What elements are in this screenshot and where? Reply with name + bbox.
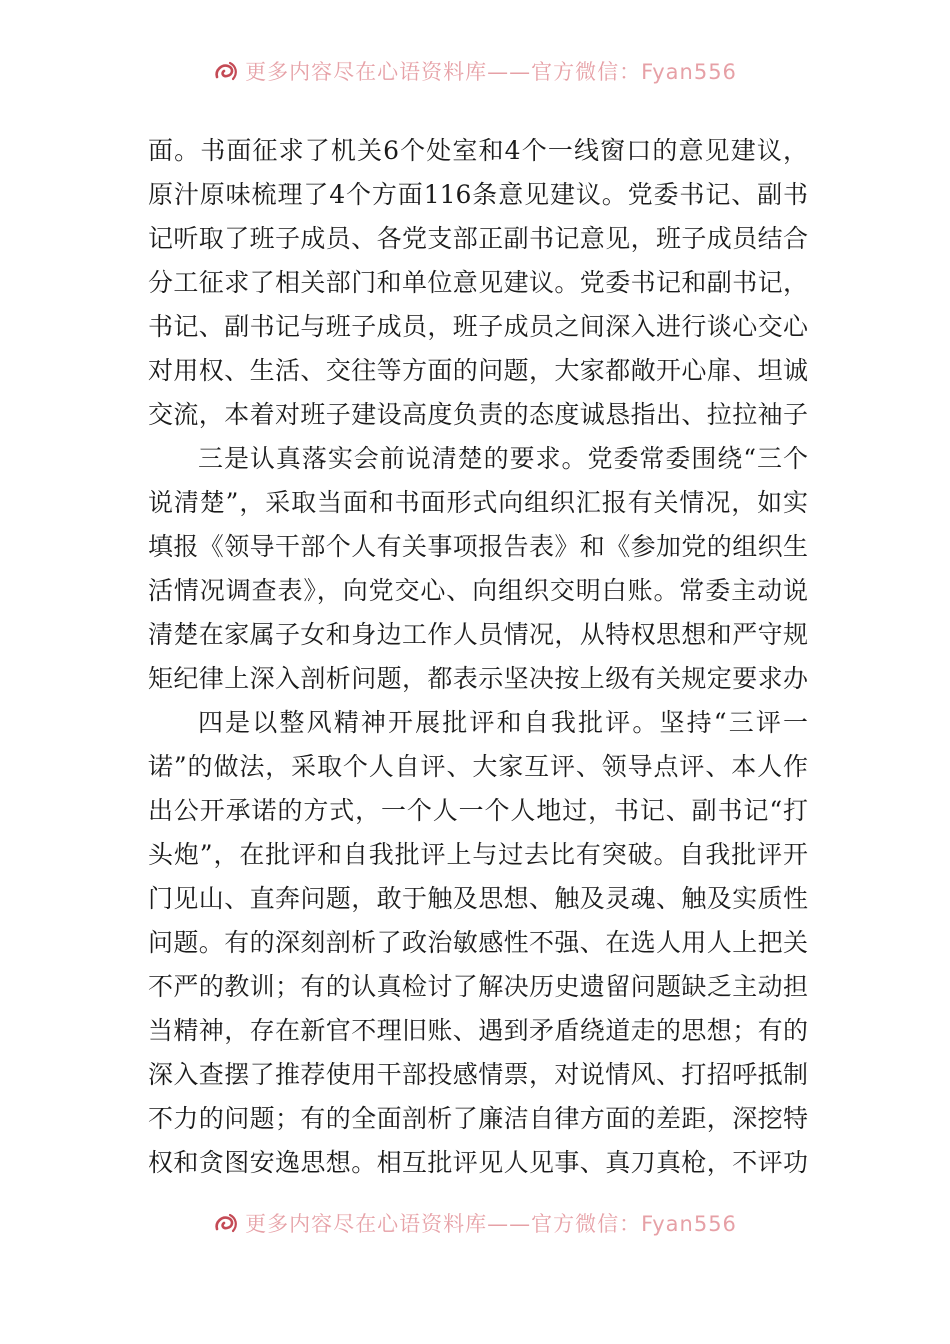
header-watermark (0, 56, 950, 86)
text-line: 填报《领导干部个人有关事项报告表》和《参加党的组织生 (148, 532, 808, 561)
text-line: 分工征求了相关部门和单位意见建议。党委书记和副书记， (148, 268, 808, 297)
text-line: 不力的问题；有的全面剖析了廉洁自律方面的差距，深挖特 (148, 1104, 808, 1133)
text-line: 头炮”，在批评和自我批评上与过去比有突破。自我批评开 (148, 840, 808, 869)
text-line: 诺”的做法，采取个人自评、大家互评、领导点评、本人作 (148, 752, 808, 781)
watermark-text: 更多内容尽在心语资料库——官方微信：Fyan556 (245, 60, 737, 84)
document-body (148, 129, 808, 1185)
text-line: 问题。有的深刻剖析了政治敏感性不强、在选人用人上把关 (148, 928, 808, 957)
text-line: 记听取了班子成员、各党支部正副书记意见，班子成员结合 (148, 224, 808, 253)
paragraph-start-line: 三是认真落实会前说清楚的要求。党委常委围绕“三个 (198, 444, 808, 473)
text-line: 出公开承诺的方式，一个人一个人地过，书记、副书记“打 (148, 796, 808, 825)
text-line: 活情况调查表》，向党交心、向组织交明白账。常委主动说 (148, 576, 808, 605)
paragraph-start-line: 四是以整风精神开展批评和自我批评。坚持“三评一 (198, 708, 808, 737)
text-line: 矩纪律上深入剖析问题，都表示坚决按上级有关规定要求办 (148, 664, 808, 693)
text-line: 交流，本着对班子建设高度负责的态度诚恳指出、拉拉袖子 (148, 400, 808, 429)
text-line: 门见山、直奔问题，敢于触及思想、触及灵魂、触及实质性 (148, 884, 808, 913)
spiral-logo-icon (213, 60, 239, 82)
text-line: 面。书面征求了机关6个处室和4个一线窗口的意见建议， (148, 136, 808, 165)
text-line: 原汁原味梳理了4个方面116条意见建议。党委书记、副书 (148, 180, 808, 209)
text-line: 当精神，存在新官不理旧账、遇到矛盾绕道走的思想；有的 (148, 1016, 808, 1045)
watermark-text: 更多内容尽在心语资料库——官方微信：Fyan556 (245, 1212, 737, 1236)
text-line: 说清楚”，采取当面和书面形式向组织汇报有关情况，如实 (148, 488, 808, 517)
footer-watermark (0, 1208, 950, 1238)
text-line: 深入查摆了推荐使用干部投感情票，对说情风、打招呼抵制 (148, 1060, 808, 1089)
text-line: 书记、副书记与班子成员，班子成员之间深入进行谈心交心 (148, 312, 808, 341)
spiral-logo-icon (213, 1212, 239, 1234)
text-line: 不严的教训；有的认真检讨了解决历史遗留问题缺乏主动担 (148, 972, 808, 1001)
text-line: 对用权、生活、交往等方面的问题，大家都敞开心扉、坦诚 (148, 356, 808, 385)
text-line: 权和贪图安逸思想。相互批评见人见事、真刀真枪，不评功 (148, 1148, 808, 1177)
text-line: 清楚在家属子女和身边工作人员情况，从特权思想和严守规 (148, 620, 808, 649)
